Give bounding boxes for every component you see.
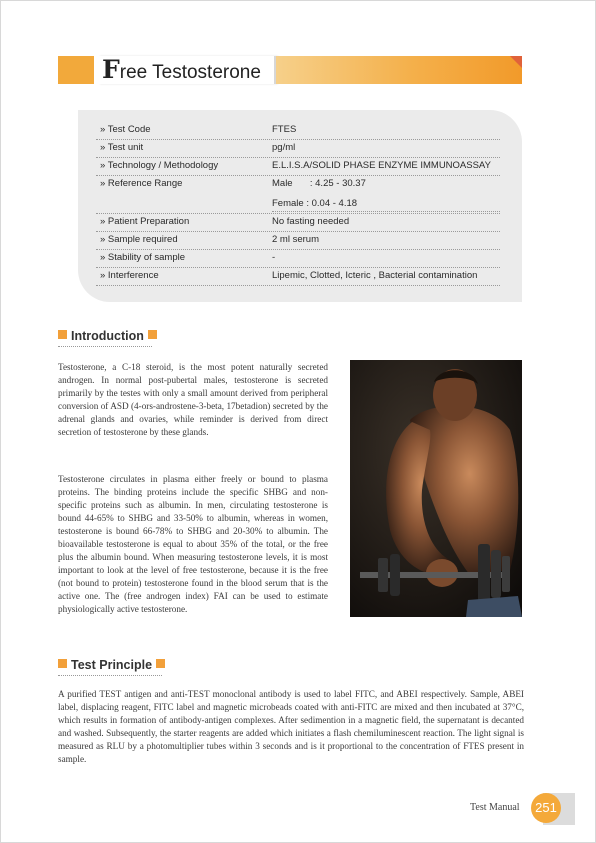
introduction-paragraph-2: Testosterone circulates in plasma either freely or bound to plasma proteins. The binding proteins include the specific SHBG and non-specific proteins such as albumin. In men, circulating testosterone is bound 44-65% to SHBG and 33-50% to albumin, whereas in women, testosterone is bound 66-78% to SHBG and 20-30% to albumin. The bioavailable testosterone is equal to about 35% of the total, or the free plus the albumin bound. When measuring testosterone levels, it is most important to look at the level of free testosterone, because it is the free (not bound to protein) testosterone found in the blood serum that is the active one. The (free androgen index) FAI can be used to estimate physiologically active testosterone. <box>58 474 328 614</box>
page-title: Free Testosterone <box>102 55 261 84</box>
test-info-box <box>78 110 522 302</box>
title-label-box <box>98 56 276 84</box>
heading-marker-icon <box>156 659 165 668</box>
info-row-reference-range-female: Female : 0.04 - 4.18 <box>96 195 500 214</box>
heading-marker-icon <box>58 330 67 339</box>
footer-label: Test Manual <box>470 802 520 813</box>
banner-accent-tab <box>58 56 94 84</box>
introduction-paragraph-1: Testosterone, a C-18 steroid, is the most potent naturally secreted androgen. In normal post-pubertal males, testosterone is secreted primarily by the testes with only a small amount derived from peripheral conversion of ASD (4-ors-androstene-3-beta, 17betadion) secreted by the adrenal glands and ovaries, while reminder is derived from direct secretion of testosterone by these glands. <box>58 362 328 437</box>
info-row-test-unit: » Test unit pg/ml <box>96 139 500 158</box>
info-row-stability: » Stability of sample - <box>96 249 500 268</box>
info-row-reference-range: » Reference Range Male : 4.25 - 30.37 <box>100 178 366 189</box>
info-row-patient-preparation: » Patient Preparation No fasting needed <box>96 213 500 232</box>
test-principle-paragraph: A purified TEST antigen and anti-TEST monoclonal antibody is used to label FITC, and ABEI respectively. Sample, ABEI label, displacing reagent, FITC label and magnetic microbeads coated with anti-FITC are mixed and then incubated at 37°C, which results in formation of antibody-antigen complexes. After sedimention in a magnetic field, the supernatant is decanted and washed. Subsequently, the starter reagents are added which initiates a flash chemiluminescent reaction. The light signal is measured as RLU by a photomultiplier tubes within 3 seconds and is it proportional to the concentration of FTES present in sample. <box>58 689 524 764</box>
page-number: 251 <box>531 793 561 823</box>
section-divider <box>58 675 162 676</box>
info-row-interference: » Interference Lipemic, Clotted, Icteric , Bacterial contamination <box>96 267 500 286</box>
bodybuilder-image <box>350 360 522 617</box>
section-divider <box>58 346 152 347</box>
info-row-methodology: » Technology / Methodology E.L.I.S.A/SOLID PHASE ENZYME IMMUNOASSAY <box>96 157 500 176</box>
title-banner <box>58 56 522 84</box>
banner-fold-corner <box>510 56 522 68</box>
bodybuilder-photo <box>350 360 522 617</box>
test-principle-heading: Test Principle <box>58 657 165 673</box>
heading-marker-icon <box>58 659 67 668</box>
page-number-badge <box>531 793 565 823</box>
info-row-test-code: » Test Code FTES <box>96 121 500 140</box>
introduction-heading: Introduction <box>58 328 157 344</box>
info-row-sample-required: » Sample required 2 ml serum <box>96 231 500 250</box>
heading-marker-icon <box>148 330 157 339</box>
banner-gradient-bar <box>276 56 522 84</box>
